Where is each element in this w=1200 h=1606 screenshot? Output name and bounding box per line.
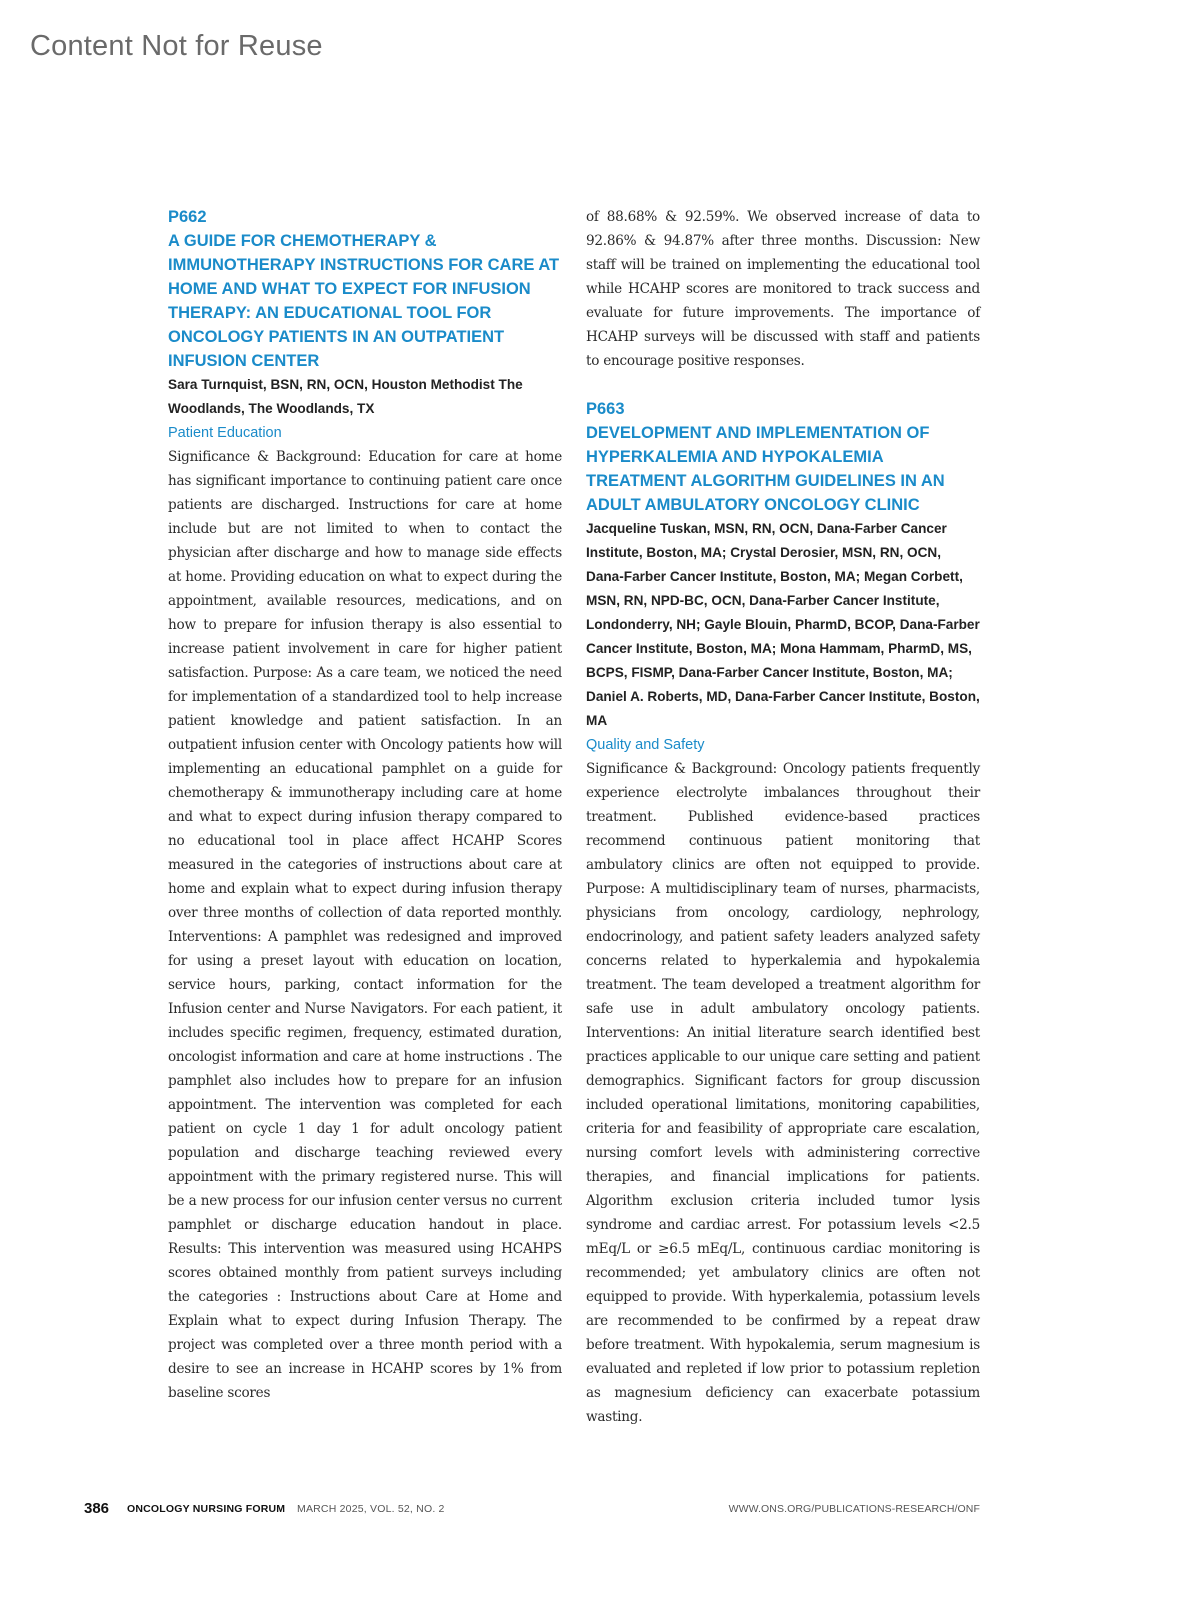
abstract-title: DEVELOPMENT AND IMPLEMENTATION OF HYPERKALEMIA AND HYPOKALEMIA TREATMENT ALGORITHM GUIDELINES IN AN ADULT AMBULATORY ONCOLOGY CLINIC	[586, 424, 945, 514]
abstract-authors: Jacqueline Tuskan, MSN, RN, OCN, Dana-Farber Cancer Institute, Boston, MA; Crystal Derosier, MSN, RN, OCN, Dana-Farber Cancer Institute, Boston, MA; Megan Corbett, MSN, RN, NPD-BC, OCN, Dana-Farber Cancer Institute, Londonderry, NH; Gayle Blouin, PharmD, BCOP, Dana-Farber Cancer Institute, Boston, MA; Mona Hammam, PharmD, MS, BCPS, FISMP, Dana-Farber Cancer Institute, Boston, MA; Daniel A. Roberts, MD, Dana-Farber Cancer Institute, Boston, MA	[586, 521, 980, 728]
right-column	[586, 205, 980, 1429]
abstract-code: P662	[168, 208, 207, 226]
abstract-body: Significance & Background: Education for care at home has significant importance to continuing patient care once patients are discharged. Instructions for care at home include but are not limited to when to contact the physician after discharge and how to manage side effects at home. Providing education on what to expect during the appointment, available resources, medications, and on how to prepare for infusion therapy is also essential to increase patient involvement in care for higher patient satisfaction. Purpose: As a care team, we noticed the need for implementation of a standardized tool to help increase patient knowledge and patient satisfaction. In an outpatient infusion center with Oncology patients how will implementing an educational pamphlet on a guide for chemotherapy & immunotherapy including care at home and what to expect during infusion therapy compared to no educational tool in place affect HCAHP Scores measured in the categories of instructions about care at home and explain what to expect during infusion therapy over three months of collection of data reported monthly. Interventions: A pamphlet was redesigned and improved for using a preset layout with education on location, service hours, parking, contact information for the Infusion center and Nurse Navigators. For each patient, it includes specific regimen, frequency, estimated duration, oncologist information and care at home instructions . The pamphlet also includes how to prepare for an infusion appointment. The intervention was completed for each patient on cycle 1 day 1 for adult oncology patient population and discharge teaching reviewed every appointment with the primary registered nurse. This will be a new process for our infusion center versus no current pamphlet or discharge education handout in place. Results: This intervention was measured using HCAHPS scores obtained monthly from patient surveys including the categories : Instructions about Care at Home and Explain what to expect during Infusion Therapy. The project was completed over a three month period with a desire to see an increase in HCAHP scores by 1% from baseline scores	[168, 449, 562, 1401]
page-footer	[84, 1500, 980, 1520]
abstract-authors: Sara Turnquist, BSN, RN, OCN, Houston Methodist The Woodlands, The Woodlands, TX	[168, 377, 523, 416]
left-column	[168, 205, 562, 1405]
abstract-category: Quality and Safety	[586, 737, 705, 753]
section-gap	[586, 373, 980, 397]
abstract-title: A GUIDE FOR CHEMOTHERAPY & IMMUNOTHERAPY INSTRUCTIONS FOR CARE AT HOME AND WHAT TO EXPECT FOR INFUSION THERAPY: AN EDUCATIONAL TOOL FOR ONCOLOGY PATIENTS IN AN OUTPATIENT INFUSION CENTER	[168, 232, 560, 370]
page-number: 386	[84, 1500, 110, 1517]
issue-info: MARCH 2025, VOL. 52, NO. 2	[297, 1503, 445, 1515]
abstract-code: P663	[586, 400, 625, 418]
abstract-body-continued: of 88.68% & 92.59%. We observed increase of data to 92.86% & 94.87% after three months. Discussion: New staff will be trained on implementing the educational tool while HCAHP scores are monitored to track success and evaluate for future improvements. The importance of HCAHP surveys will be discussed with staff and patients to encourage positive responses.	[586, 209, 980, 369]
abstract-body: Significance & Background: Oncology patients frequently experience electrolyte imbalances throughout their treatment. Published evidence-based practices recommend continuous patient monitoring that ambulatory clinics are often not equipped to provide. Purpose: A multidisciplinary team of nurses, pharmacists, physicians from oncology, cardiology, nephrology, endocrinology, and patient safety leaders analyzed safety concerns related to hyperkalemia and hypokalemia treatment. The team developed a treatment algorithm for safe use in adult ambulatory oncology patients. Interventions: An initial literature search identified best practices applicable to our unique care setting and patient demographics. Significant factors for group discussion included operational limitations, monitoring capabilities, criteria for and feasibility of appropriate care escalation, nursing comfort levels with administering corrective therapies, and financial implications for patients. Algorithm exclusion criteria included tumor lysis syndrome and cardiac arrest. For potassium levels <2.5 mEq/L or ≥6.5 mEq/L, continuous cardiac monitoring is recommended; yet ambulatory clinics are often not equipped to provide. With hyperkalemia, potassium levels are recommended to be confirmed by a repeat draw before treatment. With hypokalemia, serum magnesium is evaluated and repleted if low prior to potassium repletion as magnesium deficiency can exacerbate potassium wasting.	[586, 761, 980, 1425]
journal-url: WWW.ONS.ORG/PUBLICATIONS-RESEARCH/ONF	[728, 1503, 980, 1515]
abstract-category: Patient Education	[168, 425, 282, 441]
watermark: Content Not for Reuse	[30, 30, 323, 62]
journal-name: ONCOLOGY NURSING FORUM	[127, 1503, 286, 1515]
